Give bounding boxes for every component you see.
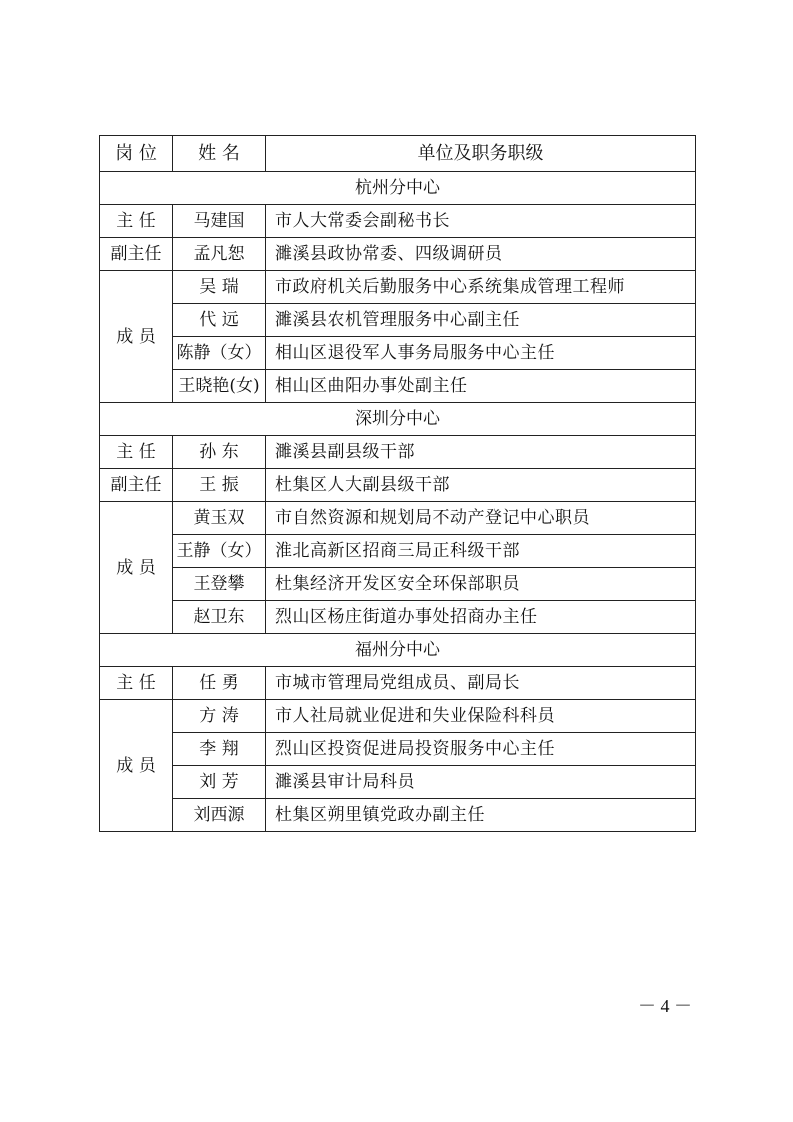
- section-row: [100, 634, 696, 667]
- name-cell: 刘西源: [173, 799, 266, 832]
- role-cell: 主 任: [100, 205, 173, 238]
- name-cell: 刘 芳: [173, 766, 266, 799]
- name-cell: 代 远: [173, 304, 266, 337]
- role-cell: 主 任: [100, 436, 173, 469]
- unit-cell: 淮北高新区招商三局正科级干部: [266, 535, 696, 568]
- unit-cell: 市自然资源和规划局不动产登记中心职员: [266, 502, 696, 535]
- unit-cell: 杜集区人大副县级干部: [266, 469, 696, 502]
- table-row: [100, 469, 696, 502]
- name-cell: 孙 东: [173, 436, 266, 469]
- table-row: [100, 436, 696, 469]
- section-row: [100, 172, 696, 205]
- unit-cell: 市人社局就业促进和失业保险科科员: [266, 700, 696, 733]
- role-cell: 成 员: [100, 700, 173, 832]
- unit-cell: 濉溪县审计局科员: [266, 766, 696, 799]
- unit-cell: 相山区退役军人事务局服务中心主任: [266, 337, 696, 370]
- section-title: 深圳分中心: [100, 403, 696, 436]
- name-cell: 王静（女）: [173, 535, 266, 568]
- table-row: [100, 238, 696, 271]
- table-row: [100, 799, 696, 832]
- table-row: [100, 733, 696, 766]
- table-row: [100, 370, 696, 403]
- unit-cell: 杜集经济开发区安全环保部职员: [266, 568, 696, 601]
- table-row: [100, 337, 696, 370]
- header-row: [100, 136, 696, 172]
- name-cell: 孟凡恕: [173, 238, 266, 271]
- section-title: 福州分中心: [100, 634, 696, 667]
- unit-cell: 市政府机关后勤服务中心系统集成管理工程师: [266, 271, 696, 304]
- unit-cell: 市人大常委会副秘书长: [266, 205, 696, 238]
- name-cell: 王 振: [173, 469, 266, 502]
- unit-cell: 杜集区朔里镇党政办副主任: [266, 799, 696, 832]
- name-cell: 王晓艳(女): [173, 370, 266, 403]
- table-row: [100, 535, 696, 568]
- name-cell: 任 勇: [173, 667, 266, 700]
- role-cell: 成 员: [100, 502, 173, 634]
- unit-cell: 濉溪县政协常委、四级调研员: [266, 238, 696, 271]
- table-row: [100, 700, 696, 733]
- header-name: 姓 名: [173, 136, 266, 172]
- table-row: [100, 667, 696, 700]
- table-row: [100, 271, 696, 304]
- unit-cell: 烈山区投资促进局投资服务中心主任: [266, 733, 696, 766]
- name-cell: 王登攀: [173, 568, 266, 601]
- name-cell: 吴 瑞: [173, 271, 266, 304]
- role-cell: 主 任: [100, 667, 173, 700]
- name-cell: 方 涛: [173, 700, 266, 733]
- role-cell: 副主任: [100, 238, 173, 271]
- roster-body: [100, 172, 696, 832]
- name-cell: 马建国: [173, 205, 266, 238]
- section-row: [100, 403, 696, 436]
- table-row: [100, 601, 696, 634]
- unit-cell: 市城市管理局党组成员、副局长: [266, 667, 696, 700]
- table-row: [100, 205, 696, 238]
- header-unit: 单位及职务职级: [266, 136, 696, 172]
- name-cell: 陈静（女）: [173, 337, 266, 370]
- unit-cell: 濉溪县副县级干部: [266, 436, 696, 469]
- unit-cell: 相山区曲阳办事处副主任: [266, 370, 696, 403]
- roster-table: [99, 135, 696, 832]
- page-number: － 4 －: [638, 996, 692, 1016]
- table-row: [100, 502, 696, 535]
- role-cell: 成 员: [100, 271, 173, 403]
- table-row: [100, 304, 696, 337]
- name-cell: 黄玉双: [173, 502, 266, 535]
- section-title: 杭州分中心: [100, 172, 696, 205]
- name-cell: 李 翔: [173, 733, 266, 766]
- table-row: [100, 568, 696, 601]
- table-row: [100, 766, 696, 799]
- unit-cell: 烈山区杨庄街道办事处招商办主任: [266, 601, 696, 634]
- role-cell: 副主任: [100, 469, 173, 502]
- header-role: 岗 位: [100, 136, 173, 172]
- name-cell: 赵卫东: [173, 601, 266, 634]
- unit-cell: 濉溪县农机管理服务中心副主任: [266, 304, 696, 337]
